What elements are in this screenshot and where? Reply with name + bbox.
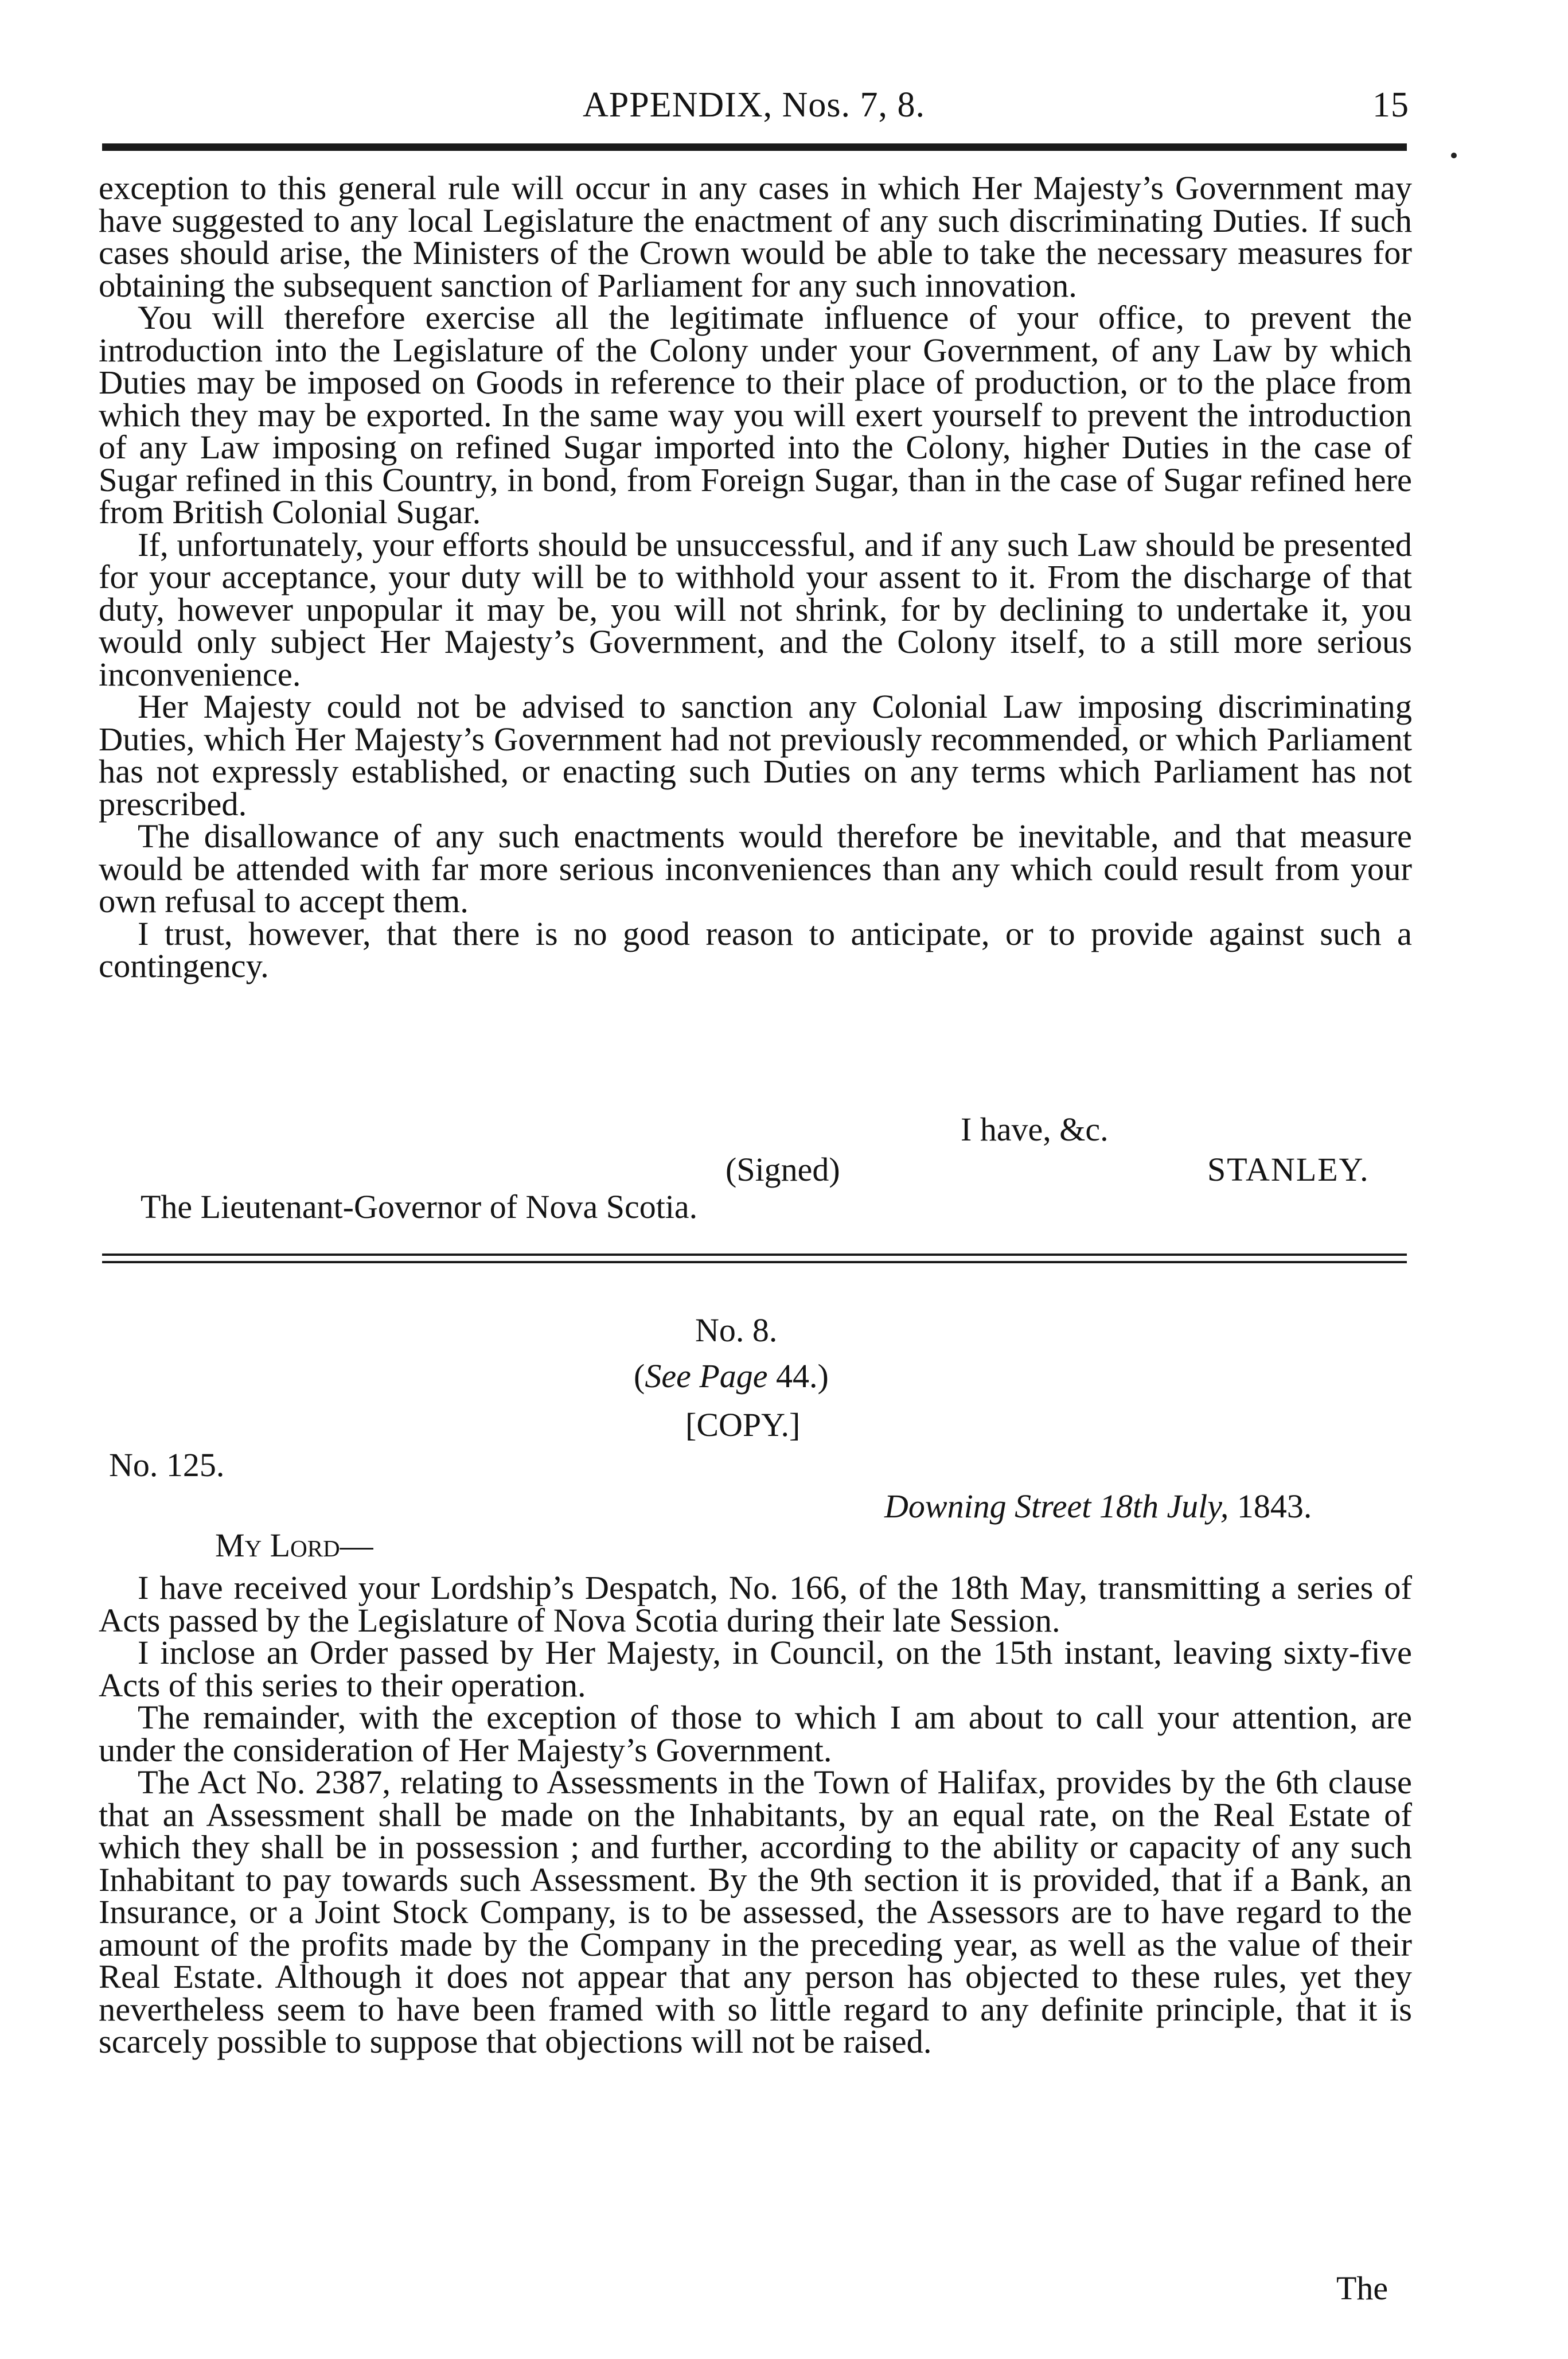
- see-page-reference: (See Page 44.): [634, 1357, 829, 1395]
- salutation: My Lord—: [215, 1527, 373, 1564]
- dateline-place: Downing Street: [884, 1488, 1091, 1525]
- no7-paragraph-1: exception to this general rule will occur in any cases in which Her Majesty’s Government may have suggested to any local Legislature the enactment of any such discriminating Duties. If such cases should arise, the Ministers of the Crown would be able to take the necessary measures for obtaining the subsequent sanction of Parliament for any such innovation.: [99, 169, 1412, 304]
- copy-label: [COPY.]: [685, 1406, 801, 1443]
- section-rule-bottom: [102, 1261, 1407, 1263]
- no8-heading: No. 8.: [695, 1311, 778, 1349]
- section-rule-top: [102, 1254, 1407, 1256]
- no7-paragraph-5: The disallowance of any such enactments would therefore be inevitable, and that measure would be attended with far more serious inconveniences than any which could result from your own refusal to accept them.: [99, 818, 1412, 920]
- no8-body: [99, 1569, 1412, 2060]
- addressee: The Lieutenant-Governor of Nova Scotia.: [141, 1188, 698, 1225]
- no7-paragraph-4: Her Majesty could not be advised to sanction any Colonial Law imposing discriminating Duties, which Her Majesty’s Government had not previously recommended, or which Parliament has not expressly established, or enacting such Duties on any terms which Parliament has not prescribed.: [99, 688, 1412, 823]
- no8-paragraph-4: The Act No. 2387, relating to Assessments in the Town of Halifax, provides by the 6th clause that an Assessment shall be made on the Inhabitants, by an equal rate, on the Real Estate of which they shall be in possession ; and further, according to the ability or capacity of any such Inhabitant to pay towards such Assessment. By the 9th section it is provided, that if a Bank, an Insurance, or a Joint Stock Company, is to be assessed, the Assessors are to have regard to the amount of the profits made by the Company in the preceding year, as well as the value of their Real Estate. Although it does not appear that any person has objected to these rules, yet they nevertheless seem to have been framed with so little regard to any definite principle, that it is scarcely possible to suppose that objections will not be raised.: [99, 1764, 1412, 2060]
- no8-paragraph-3: The remainder, with the exception of those to which I am about to call your attention, are under the consideration of Her Majesty’s Government.: [99, 1699, 1412, 1769]
- page-number: 15: [1372, 85, 1409, 124]
- despatch-number: No. 125.: [109, 1446, 225, 1484]
- no7-paragraph-6: I trust, however, that there is no good reason to anticipate, or to provide against such a contingency.: [99, 914, 1412, 984]
- header-rule: [102, 143, 1407, 151]
- no7-paragraph-2: You will therefore exercise all the legitimate influence of your office, to prevent the introduction into the Legislature of the Colony under your Government, of any Law by which Duties may be imposed on Goods in reference to their place of production, or to the place from which they may be exported. In the same way you will exert yourself to prevent the introduction of any Law imposing on refined Sugar imported into the Colony, higher Duties in the case of Sugar refined in this Country, in bond, from Foreign Sugar, than in the case of Sugar refined here from British Colonial Sugar.: [99, 299, 1412, 531]
- signed-label: (Signed): [726, 1151, 840, 1188]
- running-head: [99, 85, 1409, 131]
- see-page-number: 44.: [776, 1357, 818, 1395]
- catchword: The: [1336, 2270, 1388, 2307]
- no8-paragraph-1: I have received your Lordship’s Despatch, No. 166, of the 18th May, transmitting a series of Acts passed by the Legislature of Nova Scotia during their late Session.: [99, 1569, 1412, 1639]
- dateline: [884, 1487, 1312, 1525]
- dateline-day: 18th July,: [1099, 1488, 1229, 1525]
- closing-line: I have, &c.: [961, 1111, 1109, 1148]
- see-page-prefix: See Page: [645, 1357, 768, 1395]
- signatory: STANLEY.: [1207, 1151, 1370, 1188]
- no8-paragraph-2: I inclose an Order passed by Her Majesty, in Council, on the 15th instant, leaving sixty-five Acts of this series to their operation.: [99, 1634, 1412, 1704]
- no7-body: [99, 169, 1412, 984]
- running-title: APPENDIX, Nos. 7, 8.: [583, 85, 925, 124]
- dateline-year: 1843.: [1237, 1488, 1312, 1525]
- no7-paragraph-3: If, unfortunately, your efforts should be unsuccessful, and if any such Law should be presented for your acceptance, your duty will be to withhold your assent to it. From the discharge of that duty, however unpopular it may be, you will not shrink, for by declining to undertake it, you would only subject Her Majesty’s Government, and the Colony itself, to a still more serious inconvenience.: [99, 525, 1412, 693]
- ink-speck: [1451, 153, 1457, 158]
